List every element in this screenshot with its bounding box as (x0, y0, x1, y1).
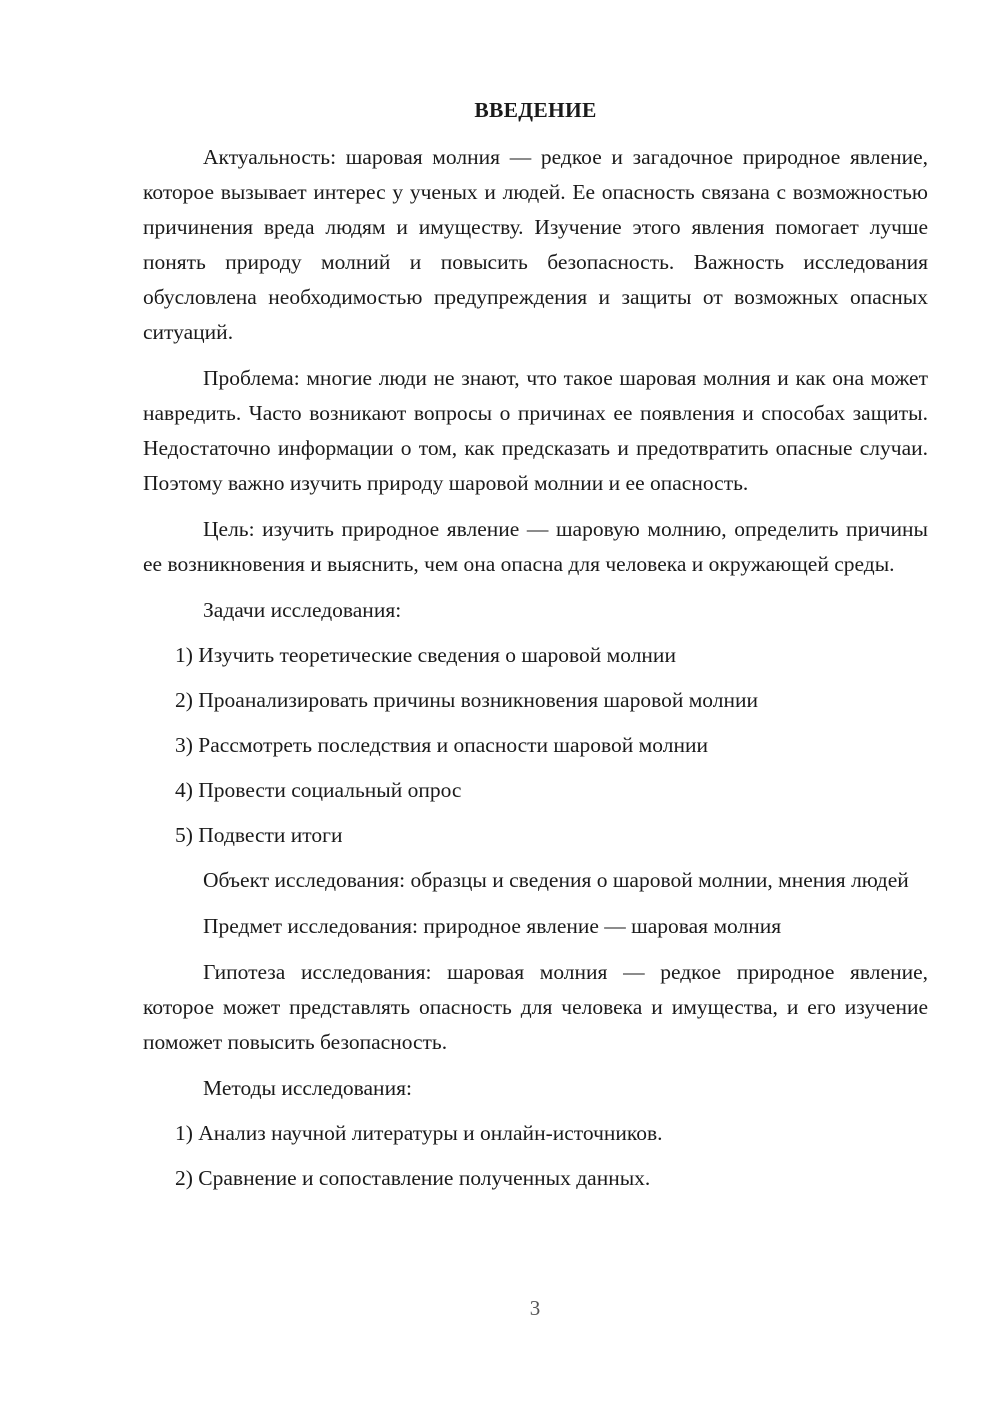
method-item: 1) Анализ научной литературы и онлайн-источников. (175, 1121, 663, 1145)
paragraph-hypothesis: Гипотеза исследования: шаровая молния — редкое природное явление, которое может представлять опасность для человека и имущества, и его изучение поможет повысить безопасность. (143, 960, 928, 1054)
paragraph-subject: Предмет исследования: природное явление — шаровая молния (203, 914, 782, 938)
paragraph-goal: Цель: изучить природное явление — шаровую молнию, определить причины ее возникновения и выяснить, чем она опасна для человека и окружающей среды. (143, 517, 928, 576)
task-item: 5) Подвести итоги (175, 823, 343, 847)
task-item: 4) Провести социальный опрос (175, 778, 462, 802)
section-title: ВВЕДЕНИЕ (474, 98, 597, 122)
task-item: 3) Рассмотреть последствия и опасности шаровой молнии (175, 733, 708, 757)
task-item: 2) Проанализировать причины возникновения шаровой молнии (175, 688, 759, 712)
page-content (143, 93, 928, 1206)
page-number: 3 (529, 1296, 541, 1320)
paragraph-object: Объект исследования: образцы и сведения о шаровой молнии, мнения людей (203, 868, 909, 892)
task-item: 1) Изучить теоретические сведения о шаровой молнии (175, 643, 676, 667)
paragraph-relevance: Актуальность: шаровая молния — редкое и загадочное природное явление, которое вызывает интерес у ученых и людей. Ее опасность связана с возможностью причинения вреда людям и имуществу. Изучение этого явления помогает лучше понять природу молний и повысить безопасность. Важность исследования обусловлена необходимостью предупреждения и защиты от возможных опасных ситуаций. (143, 145, 928, 344)
paragraph-problem: Проблема: многие люди не знают, что такое шаровая молния и как она может навредить. Часто возникают вопросы о причинах ее появления и способах защиты. Недостаточно информации о том, как предсказать и предотвратить опасные случаи. Поэтому важно изучить природу шаровой молнии и ее опасность. (143, 366, 928, 495)
methods-heading: Методы исследования: (203, 1076, 412, 1100)
tasks-heading: Задачи исследования: (203, 598, 402, 622)
method-item: 2) Сравнение и сопоставление полученных данных. (175, 1166, 651, 1190)
